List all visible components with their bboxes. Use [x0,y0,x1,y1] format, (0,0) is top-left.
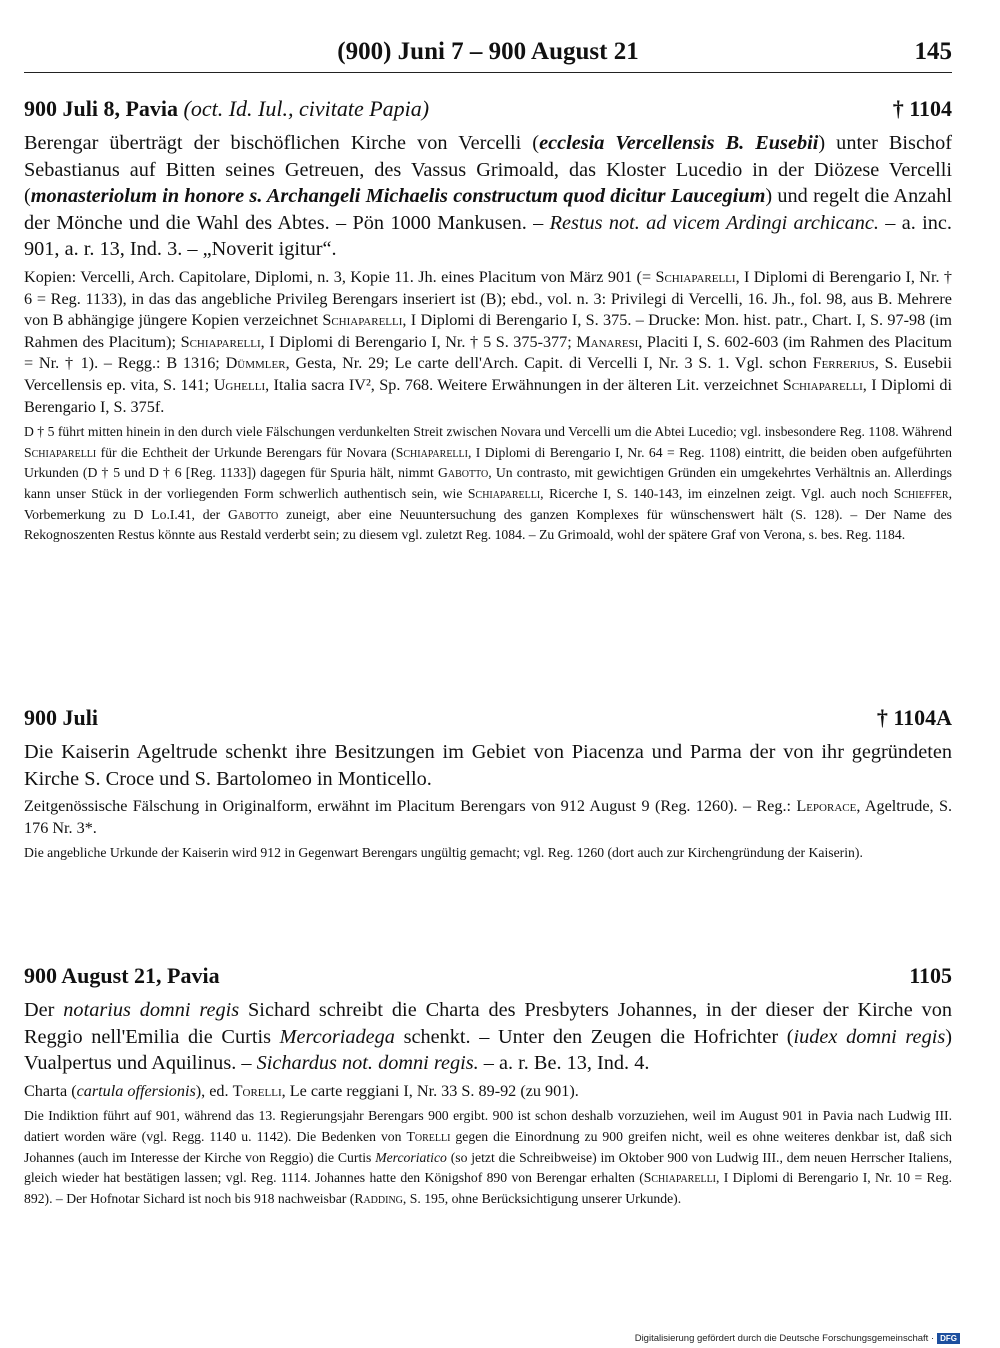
regest-text: Die Kaiserin Ageltrude schenkt ihre Besitzungen im Gebiet von Piacenza und Parma der von ihr gegründeten Kirche S. Croce und S. Bartolomeo in Monticello. [24,741,952,790]
commentary-text: Die angebliche Urkunde der Kaiserin wird 912 in Gegenwart Berengars ungültig gemacht; vgl. Reg. 1260 (dort auch zur Kirchengründung der Kaiserin). [24,845,863,861]
dfg-logo: DFG [937,1333,960,1344]
regest-entry-1104 [24,96,952,546]
entry-date: 900 Juli [24,705,98,730]
tradition-text: Kopien: Vercelli, Arch. Capitolare, Diplomi, n. 3, Kopie 11. Jh. eines Placitum von März 901 (= Schiaparelli, I Diplomi di Berengario I, Nr. † 6 = Reg. 1133), in das das angebliche Privileg Berengars inseriert ist (B); ebd., vol. n. 3: Privilegi di Vercelli, 16. Jh., fol. 98, aus B. Mehrere von B abhängige jüngere Kopien verzeichnet Schiaparelli, I Diplomi di Berengario I, S. 375. – Drucke: Mon. hist. patr., Chart. I, S. 97-98 (im Rahmen des Placitum); Schiaparelli, I Diplomi di Berengario I, Nr. † 5 S. 375-377; Manaresi, Placiti I, S. 602-603 (im Rahmen des Placitum = Nr. † 1). – Regg.: B 1316; Dümmler, Gesta, Nr. 29; Le carte dell'Arch. Capit. di Vercelli I, Nr. 3 S. 1. Vgl. schon Ferrerius, S. Eusebii Vercellensis ep. vita, S. 141; Ughelli, Italia sacra IV², Sp. 768. Weitere Erwähnungen in der älteren Lit. verzeichnet Schiaparelli, I Diplomi di Berengario I, S. 375f. [24,267,953,416]
entry-date-note: (oct. Id. Iul., civitate Papia) [183,96,430,121]
regest-text: Berengar überträgt der bischöflichen Kirche von Vercelli (ecclesia Vercellensis B. Eusebii) unter Bischof Sebastianus auf Bitten seines Getreuen, des Vassus Grimoald, das Kloster Lucedio in der Diözese Vercelli (monasteriolum in honore s. Archangeli Michaelis constructum quod dicitur Laucegium) und regelt die Anzahl der Mönche und die Wahl des Abtes. – Pön 1000 Mankusen. – Restus not. ad vicem Ardingi archicanc. – a. inc. 901, a. r. 13, Ind. 3. – „Noverit igitur“. [24,132,952,261]
regest-entry-1105 [24,963,952,1209]
entry-header [24,705,952,735]
entry-date: 900 Juli 8, Pavia [24,96,179,121]
tradition-text: Charta (cartula offersionis), ed. Torelli, Le carte reggiani I, Nr. 33 S. 89-92 (zu 901). [24,1081,579,1100]
regest-entry-1104a [24,705,952,864]
regest-text: Der notarius domni regis Sichard schreibt die Charta des Presbyters Johannes, in der dieser der Kirche von Reggio nell'Emilia die Curtis Mercoriadega schenkt. – Unter den Zeugen die Hofrichter (iudex domni regis) Vualpertus und Aquilinus. – Sichardus not. domni regis. – a. r. Be. 13, Ind. 4. [24,999,952,1075]
commentary-text: Die Indiktion führt auf 901, während das 13. Regierungsjahr Berengars 900 ergibt. 900 ist schon deshalb vorzuziehen, weil im August 901 in Pavia nach Ludwig III. datiert worden wäre (vgl. Regg. 1140 u. 1142). Die Bedenken von Torelli gegen die Einordnung zu 900 greifen nicht, weil es ohne weiteres denkbar ist, daß sich Johannes (auch im Interesse der Kirche von Reggio) die Curtis Mercoriatico (so jetzt die Schreibweise) im Oktober 900 von Ludwig III., dem neuen Herrscher Italiens, gleich wieder hat bestätigen lassen; vgl. Reg. 1114. Johannes hatte den Königshof 890 von Berengar erhalten (Schiaparelli, I Diplomi di Berengario I, Nr. 10 = Reg. 892). – Der Hofnotar Sichard ist noch bis 918 nachweisbar (Radding, S. 195, ohne Berücksichtigung unserer Urkunde). [24,1108,953,1206]
page-number: 145 [914,38,952,65]
tradition-text: Zeitgenössische Fälschung in Originalform, erwähnt im Placitum Berengars von 912 August 9 (Reg. 1260). – Reg.: Leporace, Ageltrude, S. 176 Nr. 3*. [24,797,952,837]
entry-date: 900 August 21, Pavia [24,963,220,988]
entry-number: † 1104 [892,96,952,121]
footer-text: Digitalisierung gefördert durch die Deutsche Forschungsgemeinschaft · [634,1333,935,1344]
entry-number: † 1104A [876,705,952,730]
entry-header [24,96,952,126]
entry-number: 1105 [909,963,952,988]
commentary-text: D † 5 führt mitten hinein in den durch viele Fälschungen verdunkelten Streit zwischen Novara und Vercelli um die Abtei Lucedio; vgl. insbesondere Reg. 1108. Während Schiaparelli für die Echtheit der Urkunde Berengars für Novara (Schiaparelli, I Diplomi di Berengario I, Nr. 64 = Reg. 1108) eintritt, die beiden oben aufgeführten Urkunden (D † 5 und D † 6 [Reg. 1133]) dagegen für Spuria hält, nimmt Gabotto, Un contrasto, mit gewichtigen Gründen ein umgekehrtes Verhältnis an. Allerdings kann unser Stück in der vorliegenden Form schwerlich authentisch sein, wie Schiaparelli, Ricerche I, S. 140-143, im einzelnen zeigt. Vgl. auch noch Schieffer, Vorbemerkung zu D Lo.I.41, der Gabotto zuneigt, aber eine Neuuntersuchung des ganzen Komplexes für wünschenswert hält (S. 128). – Der Name des Rekognoszenten Restus könnte aus Restald verderbt sein; zu diesem vgl. zuletzt Reg. 1084. – Zu Grimoald, wohl der spätere Graf von Verona, s. bes. Reg. 1184. [24,424,953,543]
running-head-title: (900) Juni 7 – 900 August 21 [337,38,639,65]
entry-header [24,963,952,993]
header-rule [24,72,952,73]
digitization-footer [635,1333,960,1344]
running-head [24,38,952,66]
